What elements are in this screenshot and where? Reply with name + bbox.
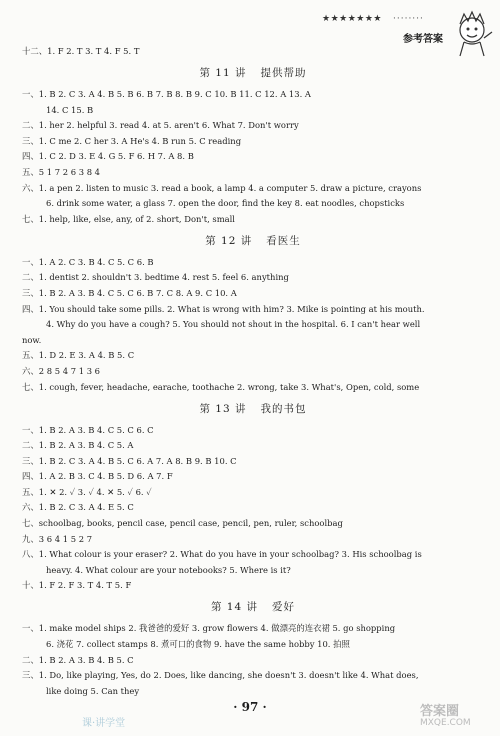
answer-line: 六、2 8 5 4 7 1 3 6	[22, 365, 101, 376]
answer-line: 七、1. help, like, else, any, of 2. short, Don't, small	[22, 213, 235, 224]
answer-line: 二、1. B 2. A 3. B 4. B 5. C	[22, 654, 134, 665]
answer-line: 二、1. her 2. helpful 3. read 4. at 5. aren't 6. What 7. Don't worry	[22, 120, 299, 131]
answer-line: 6. drink some water, a glass 7. open the door, find the key 8. eat noodles, chopsticks	[46, 198, 405, 209]
answer-line: 6. 浇花 7. collect stamps 8. 煮可口的食物 9. have the same hobby 10. 拍照	[46, 639, 350, 650]
lesson-number: 第 13 讲	[199, 402, 247, 415]
lesson-number: 第 14 讲	[210, 601, 259, 614]
stamp-text: 课·讲学堂	[82, 718, 126, 729]
watermark-url: MXQE.COM	[420, 718, 471, 728]
lesson-title	[22, 233, 484, 248]
answer-line: 十二、1. F 2. T 3. T 4. F 5. T	[22, 46, 140, 56]
answer-line: 一、1. B 2. C 3. A 4. B 5. B 6. B 7. B 8. B 9. C 10. B 11. C 12. A 13. A	[22, 89, 311, 99]
answer-line: 六、1. a pen 2. listen to music 3. read a book, a lamp 4. a computer 5. draw a picture, crayons	[22, 182, 422, 193]
answer-line: 一、1. make model ships 2. 我爸爸的爱好 3. grow flowers 4. 做漂亮的连衣裙 5. go shopping	[22, 623, 396, 634]
page-header	[0, 8, 500, 48]
answer-line: 四、1. A 2. B 3. C 4. B 5. D 6. A 7. F	[22, 471, 173, 482]
answer-line: 九、3 6 4 1 5 2 7	[22, 533, 93, 544]
answer-page	[22, 46, 484, 701]
answer-line: 八、1. What colour is your eraser? 2. What do you have in your schoolbag? 3. His schoolbag is	[22, 549, 422, 560]
answer-line: like doing 5. Can they	[46, 685, 140, 696]
answer-line: 三、1. C me 2. C her 3. A He's 4. B run 5. C reading	[22, 135, 242, 146]
lesson-name: 爱好	[272, 601, 296, 614]
answer-line: 一、1. B 2. A 3. B 4. C 5. C 6. C	[22, 424, 154, 435]
watermark: 答案圈	[420, 704, 460, 719]
lesson-number: 第 12 讲	[205, 234, 253, 247]
lesson-title	[22, 599, 484, 614]
answer-line: 五、1. D 2. E 3. A 4. B 5. C	[22, 350, 135, 361]
answer-line: 二、1. dentist 2. shouldn't 3. bedtime 4. rest 5. feel 6. anything	[22, 272, 289, 283]
answer-line: 三、1. Do, like playing, Yes, do 2. Does, like dancing, she doesn't 3. doesn't like 4. What does,	[22, 670, 419, 681]
answer-line: 14. C 15. B	[46, 104, 94, 115]
answer-line: 五、1. ✕ 2. ✓ 3. ✓ 4. ✕ 5. ✓ 6. ✓	[22, 486, 152, 497]
answer-line: now.	[22, 334, 42, 345]
answer-line: 七、schoolbag, books, pencil case, pencil case, pencil, pen, ruler, schoolbag	[22, 518, 343, 529]
lesson-title	[22, 65, 484, 80]
answer-line: 三、1. B 2. A 3. B 4. C 5. C 6. B 7. C 8. A 9. C 10. A	[22, 287, 237, 298]
answer-line: 七、1. cough, fever, headache, earache, toothache 2. wrong, take 3. What's, Open, cold, some	[22, 381, 420, 392]
answer-line: 4. Why do you have a cough? 5. You should not shout in the hospital. 6. I can't hear well	[46, 319, 421, 330]
lesson-name: 我的书包	[260, 402, 307, 415]
answer-line: 一、1. A 2. C 3. B 4. C 5. C 6. B	[22, 256, 154, 267]
lesson-number: 第 11 讲	[199, 67, 247, 79]
answer-line: 十、1. F 2. F 3. T 4. T 5. F	[22, 580, 132, 591]
answer-line: heavy. 4. What colour are your notebooks? 5. Where is it?	[46, 564, 291, 575]
header-dots: ········	[393, 14, 424, 24]
answer-line: 四、1. You should take some pills. 2. What is wrong with him? 3. Mike is pointing at his mouth.	[22, 303, 425, 314]
lesson-title	[22, 401, 484, 416]
answer-line: 二、1. B 2. A 3. B 4. C 5. A	[22, 440, 134, 451]
lesson-name: 提供帮助	[260, 67, 307, 79]
rating-stars: ★★★★★★★	[322, 14, 382, 24]
answer-line: 四、1. C 2. D 3. E 4. G 5. F 6. H 7. A 8. B	[22, 151, 194, 162]
answer-line: 五、5 1 7 2 6 3 8 4	[22, 166, 101, 177]
page-number: · 97 ·	[233, 700, 267, 714]
answer-line: 三、1. B 2. C 3. A 4. B 5. C 6. A 7. A 8. B 9. B 10. C	[22, 455, 237, 466]
lesson-name: 看医生	[266, 234, 301, 247]
answer-line: 六、1. B 2. C 3. A 4. E 5. C	[22, 502, 134, 513]
section-label: 参考答案	[403, 34, 443, 45]
